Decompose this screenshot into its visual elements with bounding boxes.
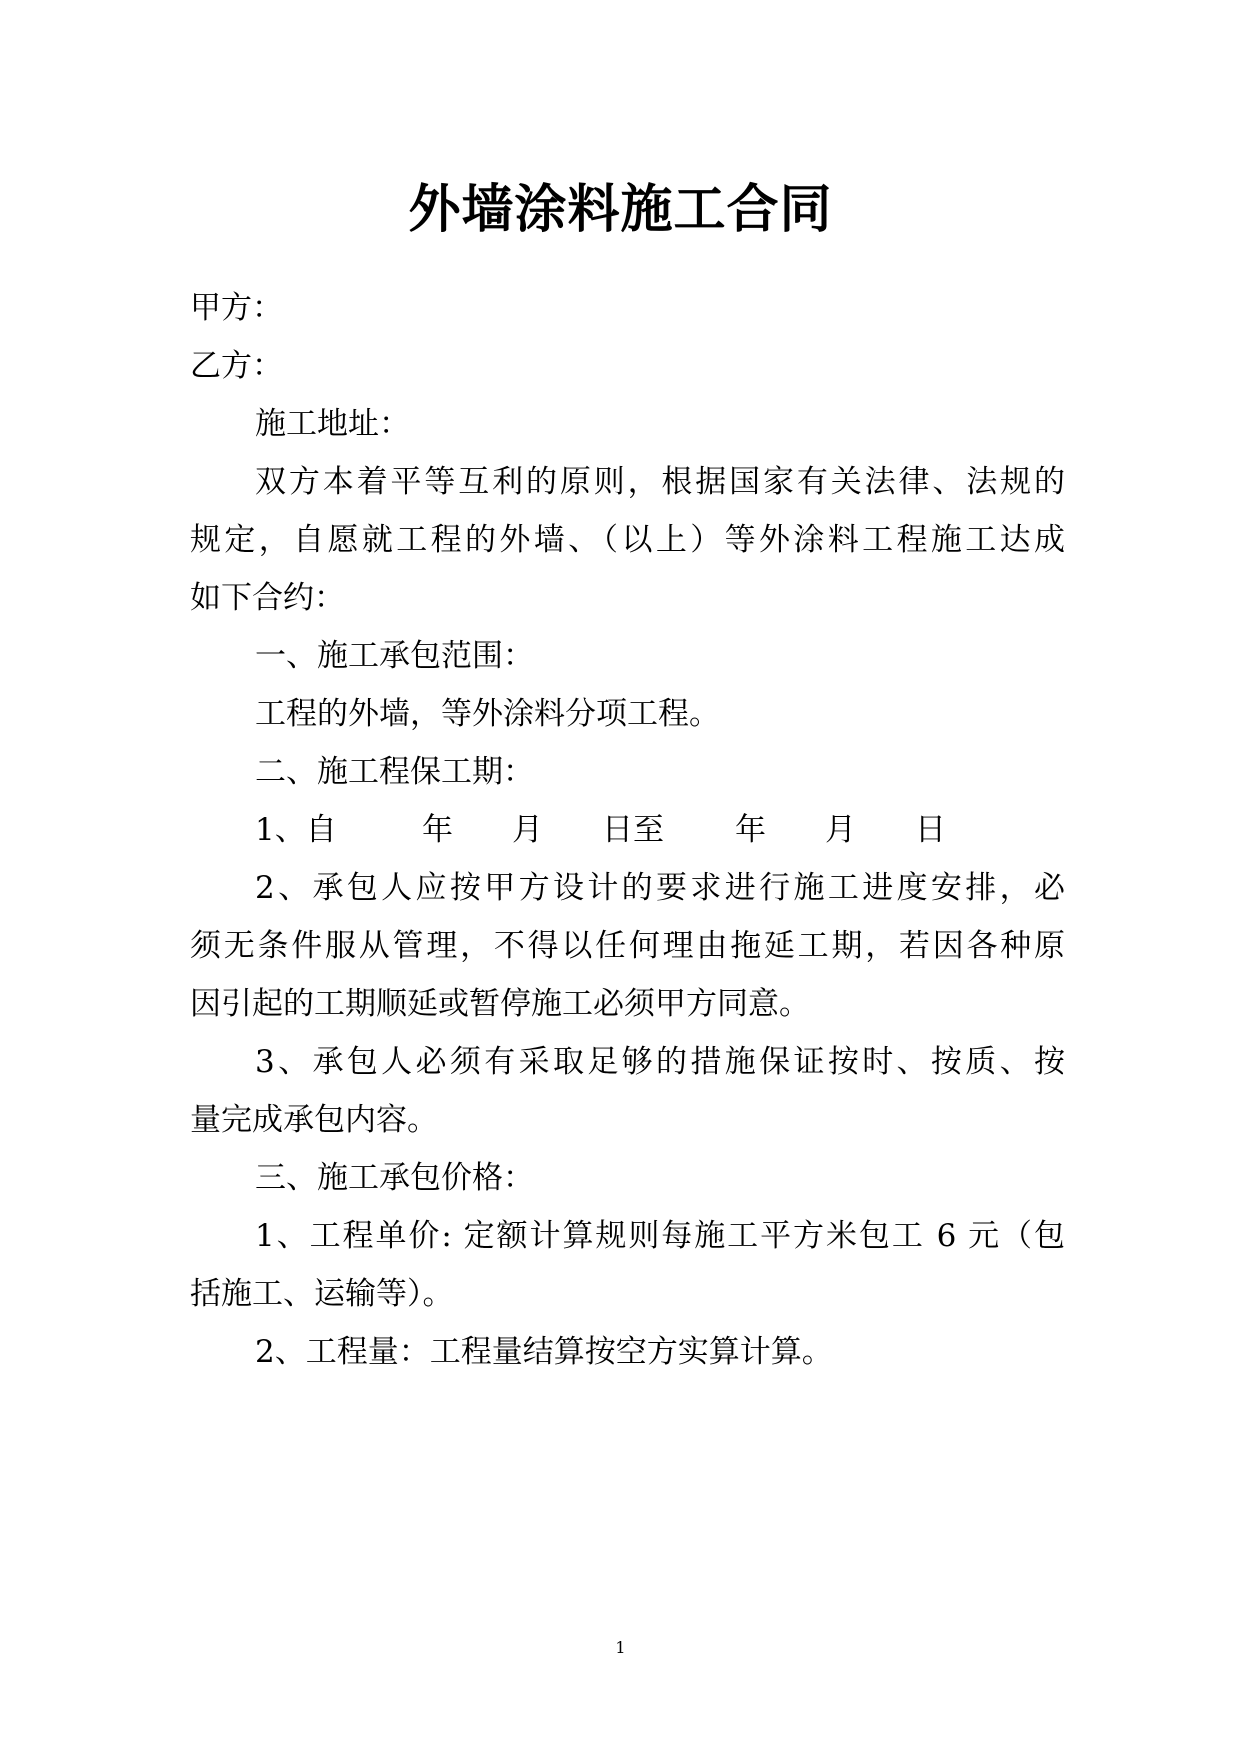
section-1-heading: 一、施工承包范围： xyxy=(255,638,534,674)
section-2-item-2-line-3: 因引起的工期顺延或暂停施工必须甲方同意。 xyxy=(190,986,810,1022)
section-1-content: 工程的外墙，等外涂料分项工程。 xyxy=(255,696,720,732)
period-start-month: 月 xyxy=(512,812,543,848)
section-3-item-1-line-1: 1、工程单价: 定额计算规则每施工平方米包工 6 元（包 xyxy=(255,1218,1065,1254)
party-b-label: 乙方： xyxy=(190,348,283,384)
period-from: 1、自 xyxy=(255,812,337,848)
section-2-item-3-line-1: 3、承包人必须有采取足够的措施保证按时、按质、按 xyxy=(255,1044,1065,1080)
period-end-day: 日 xyxy=(915,812,946,848)
intro-line-1: 双方本着平等互利的原则，根据国家有关法律、法规的 xyxy=(255,464,1065,500)
section-2-item-2-line-1: 2、承包人应按甲方设计的要求进行施工进度安排，必 xyxy=(255,870,1065,906)
intro-line-2: 规定，自愿就工程的外墙、（以上）等外涂料工程施工达成 xyxy=(190,522,1065,558)
section-3-heading: 三、施工承包价格： xyxy=(255,1160,534,1196)
site-address-label: 施工地址： xyxy=(255,406,410,442)
section-2-item-2-line-2: 须无条件服从管理，不得以任何理由拖延工期，若因各种原 xyxy=(190,928,1065,964)
period-end-month: 月 xyxy=(825,812,856,848)
party-a-label: 甲方： xyxy=(190,290,283,326)
period-start-day-to: 日至 xyxy=(602,812,664,848)
intro-line-3: 如下合约： xyxy=(190,580,345,616)
section-2-heading: 二、施工程保工期： xyxy=(255,754,534,790)
document-title: 外墙涂料施工合同 xyxy=(408,179,833,240)
period-end-year: 年 xyxy=(735,812,766,848)
section-3-item-2: 2、工程量：工程量结算按空方实算计算。 xyxy=(255,1334,833,1370)
page-number: 1 xyxy=(615,1638,626,1657)
construction-period-line xyxy=(255,808,1065,852)
period-start-year: 年 xyxy=(422,812,453,848)
section-3-item-1-line-2: 括施工、运输等）。 xyxy=(190,1276,454,1312)
section-2-item-3-line-2: 量完成承包内容。 xyxy=(190,1102,438,1138)
